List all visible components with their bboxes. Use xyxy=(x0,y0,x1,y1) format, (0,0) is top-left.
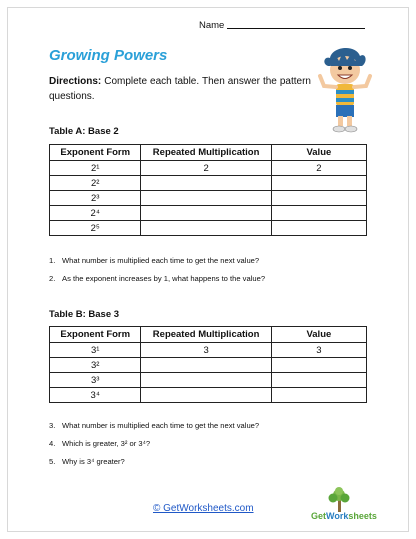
question-4: 4. Which is greater, 3² or 3⁴? xyxy=(49,439,151,448)
table-row xyxy=(50,191,367,206)
table-b-title: Table B: Base 3 xyxy=(49,309,120,320)
exponent-cell: 2³ xyxy=(50,191,141,206)
worksheet-title: Growing Powers xyxy=(49,47,168,64)
table-row xyxy=(50,358,367,373)
question-2: 2. As the exponent increases by 1, what happens to the value? xyxy=(49,274,266,283)
exponent-cell: 3¹ xyxy=(50,343,141,358)
exponent-cell: 2⁴ xyxy=(50,206,141,221)
value-cell[interactable] xyxy=(271,191,366,206)
directions-label: Directions: xyxy=(49,76,102,87)
getworksheets-logo xyxy=(310,486,377,524)
table-row xyxy=(50,221,367,236)
table-row xyxy=(50,343,367,358)
value-cell[interactable] xyxy=(271,388,366,403)
value-cell[interactable] xyxy=(271,221,366,236)
multiplication-cell[interactable] xyxy=(141,221,271,236)
value-cell[interactable] xyxy=(271,206,366,221)
svg-text:GetWorksheets xyxy=(311,511,377,521)
directions-text: Complete each table. Then answer the pattern questions. xyxy=(49,76,311,102)
table-row xyxy=(50,206,367,221)
col-exponent-form: Exponent Form xyxy=(50,145,141,161)
name-label: Name xyxy=(199,20,225,31)
multiplication-cell[interactable] xyxy=(141,206,271,221)
exponent-cell: 3⁴ xyxy=(50,388,141,403)
table-row xyxy=(50,388,367,403)
exponent-cell: 3² xyxy=(50,358,141,373)
value-cell[interactable] xyxy=(271,373,366,388)
table-a-title: Table A: Base 2 xyxy=(49,126,119,137)
table-a xyxy=(49,144,367,236)
table-row xyxy=(50,373,367,388)
col-repeated-multiplication: Repeated Multiplication xyxy=(141,327,271,343)
col-value: Value xyxy=(271,327,366,343)
logo-text-get: Get xyxy=(311,511,327,521)
value-cell[interactable]: 2 xyxy=(271,161,366,176)
multiplication-cell[interactable] xyxy=(141,176,271,191)
exponent-cell: 3³ xyxy=(50,373,141,388)
logo-text-work: Work xyxy=(326,511,349,521)
logo-text-sheets: sheets xyxy=(348,511,377,521)
name-field[interactable] xyxy=(199,20,365,31)
question-5: 5. Why is 3⁴ greater? xyxy=(49,457,125,466)
exponent-cell: 2² xyxy=(50,176,141,191)
exponent-cell: 2¹ xyxy=(50,161,141,176)
col-repeated-multiplication: Repeated Multiplication xyxy=(141,145,271,161)
multiplication-cell[interactable]: 2 xyxy=(141,161,271,176)
value-cell[interactable]: 3 xyxy=(271,343,366,358)
table-row xyxy=(50,161,367,176)
cartoon-boy-illustration xyxy=(312,42,376,134)
value-cell[interactable] xyxy=(271,176,366,191)
table-row xyxy=(50,176,367,191)
directions xyxy=(49,74,311,104)
question-3: 3. What number is multiplied each time to get the next value? xyxy=(49,421,260,430)
multiplication-cell[interactable] xyxy=(141,191,271,206)
table-b-header-row xyxy=(50,327,367,343)
col-value: Value xyxy=(271,145,366,161)
multiplication-cell[interactable] xyxy=(141,373,271,388)
question-1: 1. What number is multiplied each time to get the next value? xyxy=(49,256,260,265)
value-cell[interactable] xyxy=(271,358,366,373)
multiplication-cell[interactable] xyxy=(141,358,271,373)
multiplication-cell[interactable]: 3 xyxy=(141,343,271,358)
footer-link[interactable]: © GetWorksheets.com xyxy=(153,503,254,514)
col-exponent-form: Exponent Form xyxy=(50,327,141,343)
name-line xyxy=(227,28,365,29)
table-a-header-row xyxy=(50,145,367,161)
multiplication-cell[interactable] xyxy=(141,388,271,403)
table-b xyxy=(49,326,367,403)
exponent-cell: 2⁵ xyxy=(50,221,141,236)
